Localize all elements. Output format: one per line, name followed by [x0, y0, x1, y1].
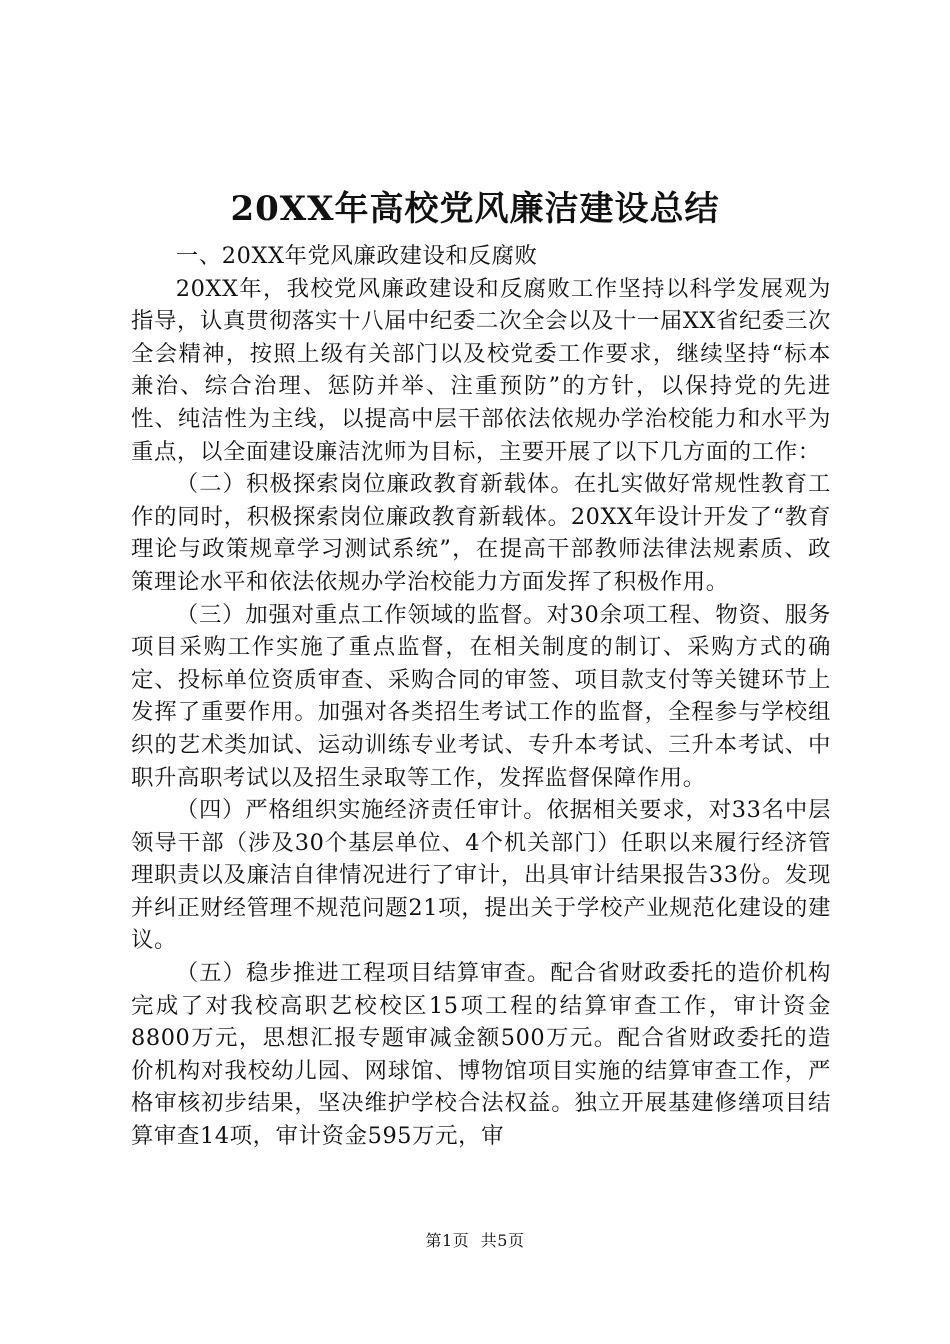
paragraph-item-4: （四）严格组织实施经济责任审计。依据相关要求，对33名中层领导干部（涉及30个基层单位、4个机关部门）任职以来履行经济管理职责以及廉洁自律情况进行了审计，出具审计结果报告33份。发现并纠正财经管理不规范问题21项，提出关于学校产业规范化建设的建议。	[131, 797, 831, 954]
document-body	[131, 240, 831, 1153]
document-title: 20XX年高校党风廉洁建设总结	[230, 189, 720, 229]
section-heading: 一、20XX年党风廉政建设和反腐败	[175, 243, 538, 269]
paragraph-item-5: （五）稳步推进工程项目结算审查。配合省财政委托的造价机构完成了对我校高职艺校校区15项工程的结算审查工作，审计资金8800万元，思想汇报专题审减金额500万元。配合省财政委托的造价机构对我校幼儿园、网球馆、博物馆项目实施的结算审查工作，严格审核初步结果，坚决维护学校合法权益。独立开展基建修缮项目结算审查14项，审计资金595万元，审	[131, 960, 831, 1150]
paragraph-intro: 20XX年，我校党风廉政建设和反腐败工作坚持以科学发展观为指导，认真贯彻落实十八届中纪委二次全会以及十一届XX省纪委三次全会精神，按照上级有关部门以及校党委工作要求，继续坚持“标本兼治、综合治理、惩防并举、注重预防”的方针，以保持党的先进性、纯洁性为主线，以提高中层干部依法依规办学治校能力和水平为重点，以全面建设廉洁沈师为目标，主要开展了以下几方面的工作：	[131, 275, 831, 465]
page-total: 共5页	[480, 1231, 525, 1250]
paragraph-item-3: （三）加强对重点工作领域的监督。对30余项工程、物资、服务项目采购工作实施了重点监督，在相关制度的制订、采购方式的确定、投标单位资质审查、采购合同的审签、项目款支付等关键环节上发挥了重要作用。加强对各类招生考试工作的监督，全程参与学校组织的艺术类加试、运动训练专业考试、专升本考试、三升本考试、中职升高职考试以及招生录取等工作，发挥监督保障作用。	[131, 601, 831, 791]
paragraph-item-2: （二）积极探索岗位廉政教育新载体。在扎实做好常规性教育工作的同时，积极探索岗位廉政教育新载体。20XX年设计开发了“教育理论与政策规章学习测试系统”，在提高干部教师法律法规素质、政策理论水平和依法依规办学治校能力方面发挥了积极作用。	[131, 471, 831, 595]
page-number: 第1页	[425, 1231, 470, 1250]
page-footer	[0, 1228, 950, 1251]
